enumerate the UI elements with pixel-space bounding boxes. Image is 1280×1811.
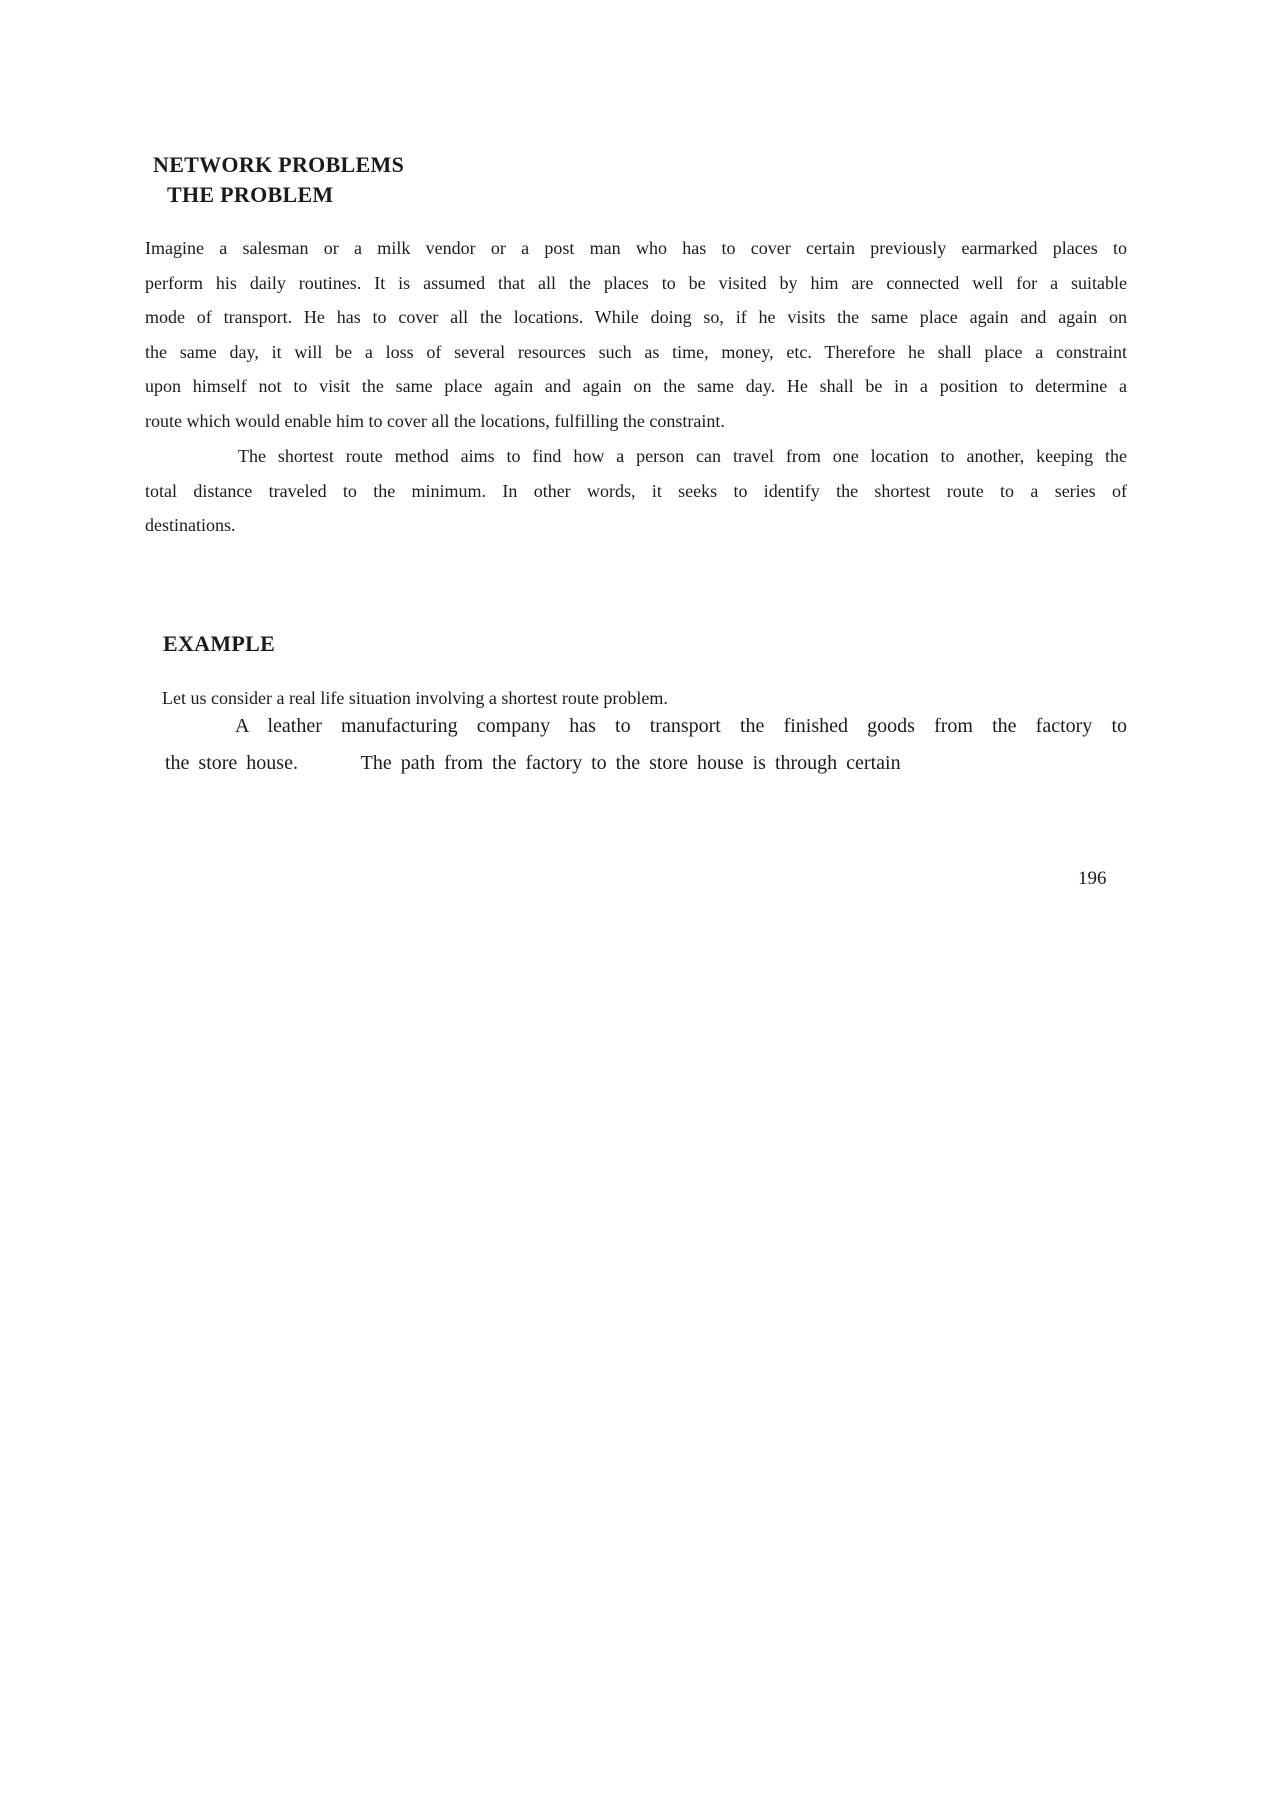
text-line: route which would enable him to cover all the locations, fulfilling the constraint. (145, 410, 725, 431)
text-line: perform his daily routines. It is assumed that all the places to be visited by him are connected well for a suitable (145, 272, 1127, 293)
text-line: the same day, it will be a loss of several resources such as time, money, etc. Therefore he shall place a constraint (145, 341, 1127, 362)
text-line: The shortest route method aims to find how a person can travel from one location to another, keeping the (238, 446, 1127, 466)
text-line: destinations. (145, 515, 236, 536)
text-line: total distance traveled to the minimum. In other words, it seeks to identify the shortest route to a series of (145, 480, 1127, 501)
heading-network-problems: NETWORK PROBLEMS (153, 152, 405, 177)
example-paragraph (165, 708, 1127, 782)
shortest-route-paragraph (145, 439, 1127, 543)
example-intro-line: Let us consider a real life situation involving a shortest route problem. (162, 688, 668, 708)
text-line: upon himself not to visit the same place again and again on the same day. He shall be in a position to determine a (145, 376, 1127, 397)
problem-paragraph (145, 231, 1127, 439)
text-line: mode of transport. He has to cover all the locations. While doing so, if he visits the same place again and again on (145, 307, 1127, 328)
text-line: the store house. The path from the factory to the store house is through certain (165, 752, 901, 774)
text-line: A leather manufacturing company has to transport the finished goods from the factory to (235, 715, 1127, 737)
heading-example: EXAMPLE (163, 631, 276, 656)
page-number: 196 (1078, 868, 1107, 889)
text-line: Imagine a salesman or a milk vendor or a post man who has to cover certain previously earmarked places to (145, 238, 1127, 258)
heading-the-problem: THE PROBLEM (167, 182, 334, 207)
